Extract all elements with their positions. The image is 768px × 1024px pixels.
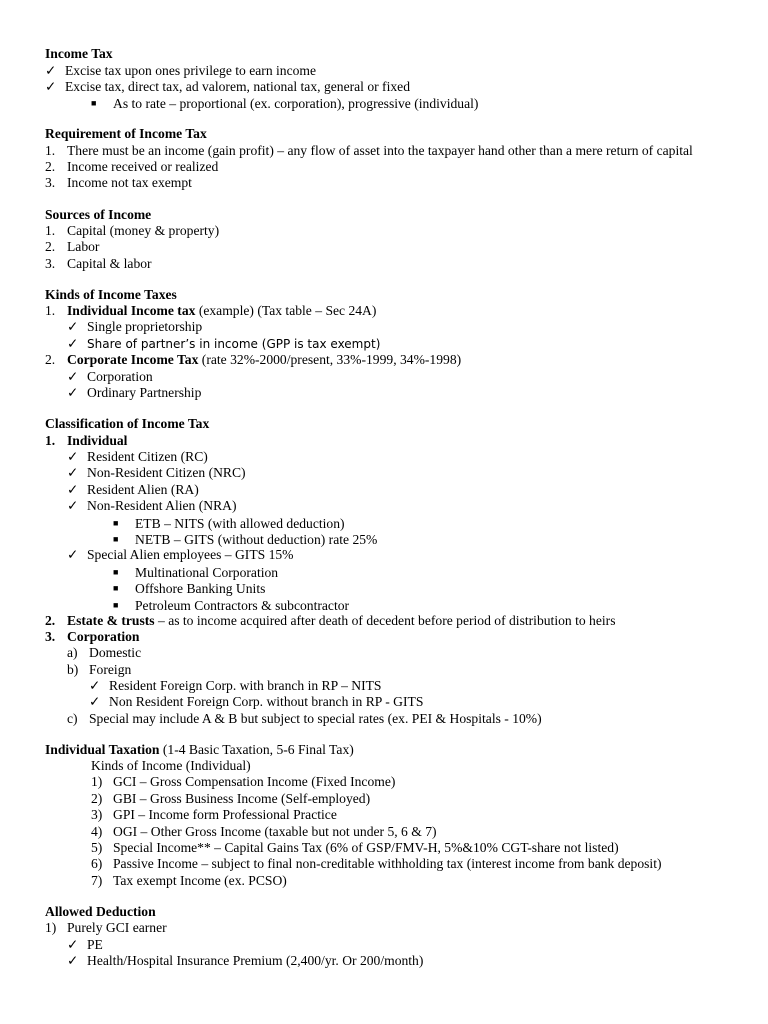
list-item: ■ NETB – GITS (without deduction) rate 25%: [113, 532, 378, 547]
list-item: c) Special may include A & B but subject to special rates (ex. PEI & Hospitals - 10%): [67, 711, 542, 726]
list-item: ✓ Resident Foreign Corp. with branch in RP – NITS: [89, 678, 382, 693]
list-item: ✓ Special Alien employees – GITS 15%: [67, 547, 294, 562]
heading-classification: Classification of Income Tax: [45, 416, 210, 431]
list-item: ✓ Share of partner’s in income (GPP is tax exempt): [67, 336, 381, 351]
square-bullet-icon: ■: [113, 534, 119, 544]
check-mark-icon: ✓: [45, 79, 57, 94]
square-bullet-icon: ■: [113, 567, 119, 577]
check-mark-icon: ✓: [67, 482, 79, 497]
list-item: 5) Special Income** – Capital Gains Tax (6% of GSP/FMV-H, 5%&10% CGT-share not listed): [91, 840, 619, 855]
list-item: 7) Tax exempt Income (ex. PCSO): [91, 873, 287, 888]
list-item: 3) GPI – Income form Professional Practice: [91, 807, 337, 822]
list-item: ✓ Corporation: [67, 369, 153, 384]
square-bullet-icon: ■: [113, 518, 119, 528]
list-item: ■ Multinational Corporation: [113, 565, 279, 580]
list-item: 2. Income received or realized: [45, 159, 219, 174]
list-item: ✓ Health/Hospital Insurance Premium (2,400/yr. Or 200/month): [67, 953, 424, 968]
list-item: 2. Labor: [45, 239, 100, 254]
heading-income-tax: Income Tax: [45, 46, 113, 61]
list-item: ✓ Non Resident Foreign Corp. without branch in RP - GITS: [89, 694, 424, 709]
list-item: 1. There must be an income (gain profit) – any flow of asset into the taxpayer hand other than a mere return of capital: [45, 143, 693, 158]
square-bullet-icon: ■: [113, 583, 119, 593]
list-item: ■ ETB – NITS (with allowed deduction): [113, 516, 345, 531]
list-item: ✓ Single proprietorship: [67, 319, 203, 334]
heading-sources: Sources of Income: [45, 207, 152, 222]
list-item: 3. Capital & labor: [45, 256, 152, 271]
list-item: ■ As to rate – proportional (ex. corporation), progressive (individual): [91, 96, 479, 111]
square-bullet-icon: ■: [113, 600, 119, 610]
list-item: 2. Corporate Income Tax (rate 32%-2000/present, 33%-1999, 34%-1998): [45, 352, 462, 367]
square-bullet-icon: ■: [91, 98, 97, 108]
check-mark-icon: ✓: [67, 937, 79, 952]
list-item: ✓ Excise tax, direct tax, ad valorem, national tax, general or fixed: [45, 79, 410, 94]
list-item: 1. Individual: [45, 433, 128, 448]
list-item: 6) Passive Income – subject to final non-creditable withholding tax (interest income from bank deposit): [91, 856, 662, 871]
kinds-label: Kinds of Income (Individual): [91, 758, 251, 773]
check-mark-icon: ✓: [45, 63, 57, 78]
check-mark-icon: ✓: [67, 498, 79, 513]
list-item: ✓ Excise tax upon ones privilege to earn income: [45, 63, 317, 78]
check-mark-icon: ✓: [67, 547, 79, 562]
list-item: ✓ PE: [67, 937, 103, 952]
list-item: 2) GBI – Gross Business Income (Self-employed): [91, 791, 371, 806]
check-mark-icon: ✓: [67, 465, 79, 480]
check-mark-icon: ✓: [67, 319, 79, 334]
heading-kinds: Kinds of Income Taxes: [45, 287, 177, 302]
list-item: ✓ Ordinary Partnership: [67, 385, 202, 400]
list-item: ✓ Resident Citizen (RC): [67, 449, 208, 464]
heading-allowed-deduction: Allowed Deduction: [45, 904, 156, 919]
list-item: 3. Corporation: [45, 629, 140, 644]
list-item: a) Domestic: [67, 645, 142, 660]
list-item: 1) GCI – Gross Compensation Income (Fixed Income): [91, 774, 396, 789]
list-item: 4) OGI – Other Gross Income (taxable but not under 5, 6 & 7): [91, 824, 437, 839]
list-item: 3. Income not tax exempt: [45, 175, 192, 190]
list-item: ✓ Non-Resident Citizen (NRC): [67, 465, 246, 480]
list-item: 1. Capital (money & property): [45, 223, 220, 238]
list-item: 1. Individual Income tax (example) (Tax table – Sec 24A): [45, 303, 377, 318]
check-mark-icon: ✓: [67, 449, 79, 464]
list-item: 2. Estate & trusts – as to income acquired after death of decedent before period of distribution to heirs: [45, 613, 616, 628]
check-mark-icon: ✓: [89, 694, 101, 709]
list-item: ✓ Resident Alien (RA): [67, 482, 199, 497]
check-mark-icon: ✓: [67, 336, 79, 351]
heading-individual-taxation: Individual Taxation (1-4 Basic Taxation, 5-6 Final Tax): [45, 742, 354, 757]
list-item: ■ Petroleum Contractors & subcontractor: [113, 598, 350, 613]
check-mark-icon: ✓: [67, 385, 79, 400]
check-mark-icon: ✓: [67, 953, 79, 968]
check-mark-icon: ✓: [67, 369, 79, 384]
list-item: ■ Offshore Banking Units: [113, 581, 266, 596]
heading-requirement: Requirement of Income Tax: [45, 126, 207, 141]
list-item: 1) Purely GCI earner: [45, 920, 167, 935]
check-mark-icon: ✓: [89, 678, 101, 693]
list-item: b) Foreign: [67, 662, 132, 677]
list-item: ✓ Non-Resident Alien (NRA): [67, 498, 237, 513]
